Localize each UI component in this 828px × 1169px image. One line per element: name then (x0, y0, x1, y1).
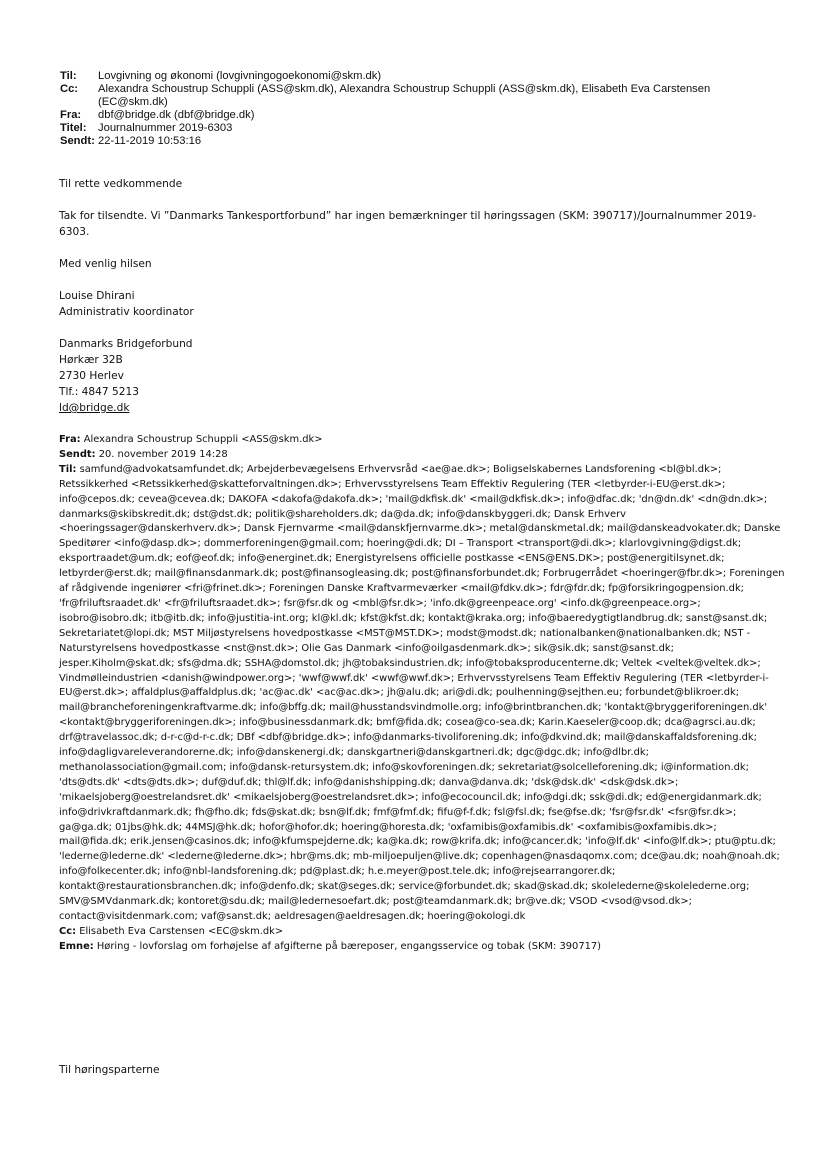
org-name: Danmarks Bridgeforbund (59, 338, 193, 350)
forwarded-message (59, 433, 785, 955)
fwd-cc-label: Cc: (59, 925, 77, 937)
header-cc-row (60, 83, 780, 109)
fwd-sent-value: 20. november 2019 14:28 (98, 448, 228, 460)
closing-line: Til høringsparterne (59, 1064, 160, 1076)
email-header (60, 70, 780, 148)
header-title-row (60, 122, 780, 135)
to-value: Lovgivning og økonomi (lovgivningogoekonomi@skm.dk) (98, 70, 382, 82)
fwd-to-value: samfund@advokatsamfundet.dk; Arbejderbevægelsens Erhvervsråd <ae@ae.dk>; Boligselskabernes Landsforening <bl@bl.dk>; Retssikkerhed <Retssikkerhed@skatteforvaltningen.dk>; Erhvervsstyrelsens Team Effektiv Regulering (TER <letbyrder-i-EU@erst.dk>; info@cepos.dk; cevea@cevea.dk; DAKOFA <dakofa@dakofa.dk>; 'mail@dkfisk.dk' <mail@dkfisk.dk>; info@dfac.dk; 'dn@dn.dk' <dn@dn.dk>; danmarks@skibskredit.dk; dst@dst.dk; politik@shareholders.dk; da@da.dk; info@danskbyggeri.dk; Dansk Erhverv <hoeringssager@danskerhverv.dk>; Dansk Fjernvarme <mail@danskfjernvarme.dk>; metal@danskmetal.dk; mail@danskeadvokater.dk; Danske Speditører <info@dasp.dk>; dommerforeningen@gmail.com; hoering@di.dk; DI – Transport <transport@di.dk>; klarlovgivning@digst.dk; eksportraadet@um.dk; eof@eof.dk; info@energinet.dk; Energistyrelsens officielle postkasse <ENS@ENS.DK>; post@energitilsynet.dk; letbyrder@erst.dk; mail@finansdanmark.dk; post@finansogleasing.dk; post@finansforbundet.dk; Forbrugerrådet <hoeringer@fbr.dk>; Foreningen af rådgivende ingeniører <fri@frinet.dk>; Foreningen Danske Kraftvarmeværker <mail@fdkv.dk>; fdr@fdr.dk; fp@forsikringogpension.dk; 'fr@friluftsraadet.dk' <fr@friluftsraadet.dk>; fsr@fsr.dk og <mbl@fsr.dk>; 'info.dk@greenpeace.org' <info.dk@greenpeace.org>; isobro@isobro.dk; itb@itb.dk; info@justitia-int.org; kl@kl.dk; kfst@kfst.dk; kontakt@kraka.org; info@baeredygtigtlandbrug.dk; sanst@sanst.dk; Sekretariatet@lopi.dk; MST Miljøstyrelsens hovedpostkasse <MST@MST.DK>; modst@modst.dk; nationalbanken@nationalbanken.dk; NST - Naturstyrelsens hovedpostkasse <nst@nst.dk>; Olie Gas Danmark <info@oilgasdenmark.dk>; sik@sik.dk; sanst@sanst.dk; jesper.Kiholm@skat.dk; sfs@dma.dk; SSHA@domstol.dk; jh@tobaksindustrien.dk; info@tobaksproducenterne.dk; Veltek <veltek@veltek.dk>; Vindmølleindustrien <danish@windpower.org>; 'wwf@wwf.dk' <wwf@wwf.dk>; Erhvervsstyrelsens Team Effektiv Regulering (TER <letbyrder-i-EU@erst.dk>; affaldplus@affaldplus.dk; 'ac@ac.dk' <ac@ac.dk>; jh@alu.dk; ari@di.dk; poulhenning@sejthen.eu; forbundet@blikroer.dk; mail@brancheforeningenkraftvarme.dk; info@bffg.dk; mail@husstandsvindmolle.org; info@brintbranchen.dk; 'kontakt@bryggeriforeningen.dk' <kontakt@bryggeriforeningen.dk>; info@businessdanmark.dk; bmf@fida.dk; cosea@co-sea.dk; Karin.Kaeseler@coop.dk; dca@agrsci.au.dk; drf@travelassoc.dk; d-r-c@d-r-c.dk; DBf <dbf@bridge.dk>; info@danmarks-tivoliforening.dk; info@dkvind.dk; mail@danskaffaldsforening.dk; info@dagligvareleverandorerne.dk; info@danskenergi.dk; danskgartneri@danskgartneri.dk; dgc@dgc.dk; info@dlbr.dk; methanolassociation@gmail.com; info@dansk-retursystem.dk; info@skovforeningen.dk; sekretariat@solcelleforening.dk; i@information.dk; 'dts@dts.dk' <dts@dts.dk>; duf@duf.dk; thl@lf.dk; info@danishshipping.dk; danva@danva.dk; 'dsk@dsk.dk' <dsk@dsk.dk>; 'mikaelsjoberg@oestrelandsret.dk' <mikaelsjoberg@oestrelandsret.dk>; info@ecocouncil.dk; info@dgi.dk; ssk@di.dk; ed@energidanmark.dk; info@drivkraftdanmark.dk; fh@fho.dk; fds@skat.dk; bsn@lf.dk; fmf@fmf.dk; fifu@f-f.dk; fsl@fsl.dk; fse@fse.dk; 'fsr@fsr.dk' <fsr@fsr.dk>; ga@ga.dk; 01jbs@hk.dk; 44MSJ@hk.dk; hofor@hofor.dk; hoering@horesta.dk; 'oxfamibis@oxfamibis.dk' <oxfamibis@oxfamibis.dk>; mail@fida.dk; erik.jensen@casinos.dk; info@kfumspejderne.dk; ka@ka.dk; row@krifa.dk; info@cancer.dk; 'info@lf.dk' <info@lf.dk>; ptu@ptu.dk; 'lederne@lederne.dk' <lederne@lederne.dk>; hbr@ms.dk; mb-miljoepuljen@live.dk; copenhagen@nasdaqomx.com; dce@au.dk; noah@noah.dk; info@folkecenter.dk; info@nbl-landsforening.dk; pd@plast.dk; h.e.meyer@post.tele.dk; info@rejsearrangorer.dk; kontakt@restaurationsbranchen.dk; info@denfo.dk; skat@seges.dk; service@forbundet.dk; skad@skad.dk; skolelederne@skolelederne.org; SMV@SMVdanmark.dk; kontoret@sdu.dk; mail@ledernesoefart.dk; post@teamdanmark.dk; br@ve.dk; VSOD <vsod@vsod.dk>; contact@visitdenmark.com; vaf@sanst.dk; aeldresagen@aeldresagen.dk; hoering@okologi.dk (59, 463, 785, 922)
to-label: Til: (60, 70, 77, 82)
org-city: 2730 Herlev (59, 370, 124, 382)
fwd-from-value: Alexandra Schoustrup Schuppli <ASS@skm.dk> (83, 434, 323, 445)
fwd-from-line (59, 433, 785, 448)
message-text: Tak for tilsendte. Vi ”Danmarks Tankesportforbund” har ingen bemærkninger til høringssagen (SKM: 390717)/Journalnummer 2019-6303. (59, 210, 757, 238)
from-value: dbf@bridge.dk (dbf@bridge.dk) (98, 109, 255, 121)
greeting: Til rette vedkommende (59, 178, 183, 190)
title-value: Journalnummer 2019-6303 (98, 122, 233, 134)
fwd-sent-line (59, 448, 785, 463)
from-label: Fra: (60, 109, 82, 121)
cc-value: Alexandra Schoustrup Schuppli (ASS@skm.dk), Alexandra Schoustrup Schuppli (ASS@skm.dk), Elisabeth Eva Carstensen (EC@skm.dk) (98, 83, 711, 108)
cc-label: Cc: (60, 83, 79, 95)
fwd-sent-label: Sendt: (59, 448, 96, 460)
org-phone: Tlf.: 4847 5213 (59, 386, 139, 398)
message-body (59, 176, 779, 416)
header-from-row (60, 109, 780, 122)
sender-name: Louise Dhirani (59, 290, 135, 302)
title-label: Titel: (60, 122, 87, 134)
fwd-to-label: Til: (59, 463, 77, 475)
sender-role: Administrativ koordinator (59, 306, 194, 318)
regards: Med venlig hilsen (59, 258, 152, 270)
fwd-subject-line (59, 940, 785, 955)
fwd-cc-line (59, 925, 785, 940)
org-email-link[interactable]: ld@bridge.dk (59, 402, 130, 414)
fwd-to-line (59, 463, 785, 925)
header-sent-row (60, 135, 780, 148)
fwd-cc-value: Elisabeth Eva Carstensen <EC@skm.dk> (79, 925, 284, 937)
sent-value: 22-11-2019 10:53:16 (98, 135, 202, 147)
fwd-from-label: Fra: (59, 434, 81, 445)
fwd-subject-value: Høring - lovforslag om forhøjelse af afgifterne på bæreposer, engangsservice og tobak (SKM: 390717) (96, 940, 602, 952)
header-to-row (60, 70, 780, 83)
fwd-subject-label: Emne: (59, 940, 94, 952)
sent-label: Sendt: (60, 135, 95, 147)
org-street: Hørkær 32B (59, 354, 123, 366)
